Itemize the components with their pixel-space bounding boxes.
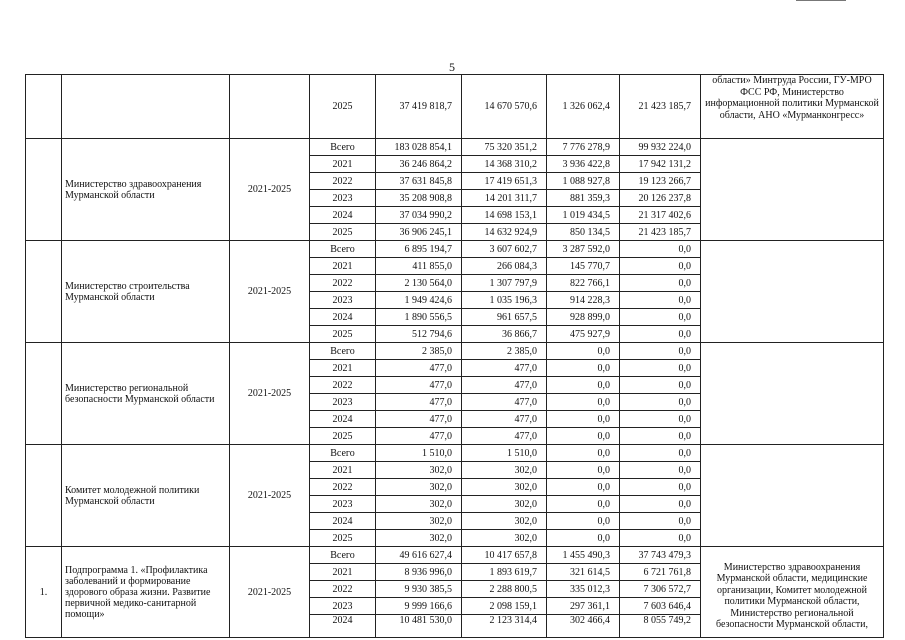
value-cell: 3 287 592,0	[547, 241, 620, 258]
table-row	[26, 547, 884, 564]
value-cell: 0,0	[547, 496, 620, 513]
executors-cell	[701, 139, 884, 241]
value-cell: 0,0	[620, 309, 701, 326]
value-cell: 0,0	[547, 428, 620, 445]
num-cell	[26, 343, 62, 445]
executors-cell	[701, 445, 884, 547]
value-cell: 0,0	[620, 428, 701, 445]
value-cell: 1 510,0	[462, 445, 547, 462]
year-cell: 2025	[310, 326, 376, 343]
value-cell: 512 794,6	[376, 326, 462, 343]
value-cell: 9 999 166,6	[376, 598, 462, 615]
value-cell: 477,0	[376, 411, 462, 428]
value-cell: 321 614,5	[547, 564, 620, 581]
value-cell: 14 632 924,9	[462, 224, 547, 241]
value-cell: 2 288 800,5	[462, 581, 547, 598]
value-cell: 0,0	[547, 343, 620, 360]
value-cell: 335 012,3	[547, 581, 620, 598]
value-cell: 1 893 619,7	[462, 564, 547, 581]
value-cell: 7 306 572,7	[620, 581, 701, 598]
value-cell: 9 930 385,5	[376, 581, 462, 598]
value-cell: 0,0	[547, 479, 620, 496]
value-cell: 302,0	[462, 513, 547, 530]
value-cell: 3 936 422,8	[547, 156, 620, 173]
value-cell: 6 721 761,8	[620, 564, 701, 581]
value-cell: 477,0	[462, 360, 547, 377]
name-cell: Министерство здравоохранения Мурманской области	[62, 139, 230, 241]
value-cell: 0,0	[547, 445, 620, 462]
value-cell: 21 317 402,6	[620, 207, 701, 224]
value-cell: 0,0	[547, 377, 620, 394]
year-cell: 2021	[310, 564, 376, 581]
value-cell: 183 028 854,1	[376, 139, 462, 156]
value-cell: 14 670 570,6	[462, 75, 547, 139]
value-cell: 17 942 131,2	[620, 156, 701, 173]
year-cell: 2023	[310, 598, 376, 615]
executors-cell	[701, 241, 884, 343]
value-cell: 302,0	[462, 462, 547, 479]
year-cell: 2021	[310, 258, 376, 275]
value-cell: 37 034 990,2	[376, 207, 462, 224]
year-cell: 2025	[310, 530, 376, 547]
value-cell: 2 385,0	[462, 343, 547, 360]
year-cell: 2023	[310, 190, 376, 207]
page-number: 5	[449, 60, 455, 74]
num-cell	[26, 445, 62, 547]
value-cell: 0,0	[547, 462, 620, 479]
period-cell: 2021-2025	[230, 139, 310, 241]
year-cell: Всего	[310, 343, 376, 360]
value-cell: 0,0	[620, 343, 701, 360]
value-cell: 1 019 434,5	[547, 207, 620, 224]
year-cell: 2021	[310, 360, 376, 377]
value-cell: 1 088 927,8	[547, 173, 620, 190]
value-cell: 0,0	[547, 513, 620, 530]
year-cell: Всего	[310, 547, 376, 564]
value-cell: 2 098 159,1	[462, 598, 547, 615]
year-cell: Всего	[310, 445, 376, 462]
num-cell	[26, 75, 62, 139]
period-cell: 2021-2025	[230, 547, 310, 638]
value-cell: 477,0	[376, 394, 462, 411]
header-rule	[796, 0, 846, 1]
value-cell: 1 035 196,3	[462, 292, 547, 309]
value-cell: 1 510,0	[376, 445, 462, 462]
year-cell: 2023	[310, 292, 376, 309]
name-cell: Министерство региональной безопасности Мурманской области	[62, 343, 230, 445]
value-cell: 0,0	[547, 530, 620, 547]
value-cell: 0,0	[620, 445, 701, 462]
value-cell: 36 246 864,2	[376, 156, 462, 173]
value-cell: 7 603 646,4	[620, 598, 701, 615]
value-cell: 297 361,1	[547, 598, 620, 615]
value-cell: 6 895 194,7	[376, 241, 462, 258]
value-cell: 0,0	[620, 377, 701, 394]
value-cell: 0,0	[620, 411, 701, 428]
value-cell: 1 307 797,9	[462, 275, 547, 292]
value-cell: 49 616 627,4	[376, 547, 462, 564]
value-cell: 302,0	[462, 479, 547, 496]
table-row	[26, 241, 884, 258]
value-cell: 19 123 266,7	[620, 173, 701, 190]
value-cell: 0,0	[547, 411, 620, 428]
value-cell: 477,0	[376, 360, 462, 377]
value-cell: 0,0	[620, 326, 701, 343]
executors-cell: области» Минтруда России, ГУ-МРО ФСС РФ, Министерство информационной политики Мурманской области, АНО «Мурманконгресс»	[701, 75, 884, 139]
year-cell: 2021	[310, 462, 376, 479]
value-cell: 37 631 845,8	[376, 173, 462, 190]
value-cell: 0,0	[620, 462, 701, 479]
value-cell: 2 130 564,0	[376, 275, 462, 292]
name-cell: Комитет молодежной политики Мурманской области	[62, 445, 230, 547]
value-cell: 1 949 424,6	[376, 292, 462, 309]
value-cell: 0,0	[620, 258, 701, 275]
value-cell: 302,0	[376, 513, 462, 530]
value-cell: 477,0	[376, 377, 462, 394]
value-cell: 0,0	[620, 394, 701, 411]
value-cell: 411 855,0	[376, 258, 462, 275]
value-cell: 475 927,9	[547, 326, 620, 343]
value-cell: 36 906 245,1	[376, 224, 462, 241]
value-cell: 21 423 185,7	[620, 224, 701, 241]
value-cell: 99 932 224,0	[620, 139, 701, 156]
value-cell: 0,0	[547, 360, 620, 377]
executors-cell: Министерство здравоохранения Мурманской области, медицинские организации, Комитет молодежной политики Мурманской области, Министерство региональной безопасности Мурманской области,	[701, 547, 884, 638]
value-cell: 2 123 314,4	[462, 615, 547, 638]
period-cell: 2021-2025	[230, 241, 310, 343]
value-cell: 0,0	[620, 530, 701, 547]
table-row	[26, 139, 884, 156]
value-cell: 928 899,0	[547, 309, 620, 326]
year-cell: 2024	[310, 207, 376, 224]
year-cell: 2022	[310, 377, 376, 394]
value-cell: 0,0	[620, 496, 701, 513]
year-cell: 2025	[310, 224, 376, 241]
value-cell: 1 890 556,5	[376, 309, 462, 326]
value-cell: 302,0	[462, 496, 547, 513]
year-cell: 2021	[310, 156, 376, 173]
value-cell: 0,0	[620, 360, 701, 377]
value-cell: 37 743 479,3	[620, 547, 701, 564]
value-cell: 302,0	[376, 479, 462, 496]
value-cell: 302 466,4	[547, 615, 620, 638]
table-row	[26, 343, 884, 360]
num-cell	[26, 241, 62, 343]
value-cell: 266 084,3	[462, 258, 547, 275]
value-cell: 477,0	[376, 428, 462, 445]
value-cell: 0,0	[620, 479, 701, 496]
value-cell: 14 698 153,1	[462, 207, 547, 224]
value-cell: 21 423 185,7	[620, 75, 701, 139]
value-cell: 0,0	[620, 292, 701, 309]
value-cell: 2 385,0	[376, 343, 462, 360]
value-cell: 881 359,3	[547, 190, 620, 207]
value-cell: 145 770,7	[547, 258, 620, 275]
num-cell: 1.	[26, 547, 62, 638]
year-cell: 2022	[310, 173, 376, 190]
period-cell: 2021-2025	[230, 343, 310, 445]
year-cell: Всего	[310, 139, 376, 156]
executors-cell	[701, 343, 884, 445]
table-row	[26, 75, 884, 139]
name-cell: Министерство строительства Мурманской области	[62, 241, 230, 343]
period-cell	[230, 75, 310, 139]
value-cell: 37 419 818,7	[376, 75, 462, 139]
financing-table	[25, 74, 884, 638]
name-cell	[62, 75, 230, 139]
value-cell: 8 055 749,2	[620, 615, 701, 638]
year-cell: 2024	[310, 309, 376, 326]
value-cell: 14 368 310,2	[462, 156, 547, 173]
value-cell: 961 657,5	[462, 309, 547, 326]
value-cell: 0,0	[547, 394, 620, 411]
value-cell: 914 228,3	[547, 292, 620, 309]
value-cell: 75 320 351,2	[462, 139, 547, 156]
table-row	[26, 445, 884, 462]
value-cell: 1 326 062,4	[547, 75, 620, 139]
value-cell: 8 936 996,0	[376, 564, 462, 581]
value-cell: 36 866,7	[462, 326, 547, 343]
year-cell: 2022	[310, 581, 376, 598]
value-cell: 477,0	[462, 377, 547, 394]
value-cell: 850 134,5	[547, 224, 620, 241]
value-cell: 302,0	[376, 530, 462, 547]
value-cell: 302,0	[376, 496, 462, 513]
value-cell: 7 776 278,9	[547, 139, 620, 156]
value-cell: 17 419 651,3	[462, 173, 547, 190]
year-cell: 2024	[310, 411, 376, 428]
value-cell: 14 201 311,7	[462, 190, 547, 207]
value-cell: 0,0	[620, 513, 701, 530]
year-cell: 2025	[310, 75, 376, 139]
value-cell: 10 481 530,0	[376, 615, 462, 638]
year-cell: Всего	[310, 241, 376, 258]
year-cell: 2024	[310, 513, 376, 530]
num-cell	[26, 139, 62, 241]
year-cell: 2022	[310, 275, 376, 292]
year-cell: 2025	[310, 428, 376, 445]
year-cell: 2024	[310, 615, 376, 638]
value-cell: 20 126 237,8	[620, 190, 701, 207]
value-cell: 3 607 602,7	[462, 241, 547, 258]
year-cell: 2023	[310, 496, 376, 513]
value-cell: 1 455 490,3	[547, 547, 620, 564]
period-cell: 2021-2025	[230, 445, 310, 547]
year-cell: 2023	[310, 394, 376, 411]
value-cell: 302,0	[376, 462, 462, 479]
value-cell: 0,0	[620, 275, 701, 292]
value-cell: 302,0	[462, 530, 547, 547]
value-cell: 0,0	[620, 241, 701, 258]
value-cell: 822 766,1	[547, 275, 620, 292]
name-cell: Подпрограмма 1. «Профилактика заболеваний и формирование здорового образа жизни. Развитие первичной медико-санитарной помощи»	[62, 547, 230, 638]
value-cell: 35 208 908,8	[376, 190, 462, 207]
value-cell: 477,0	[462, 411, 547, 428]
year-cell: 2022	[310, 479, 376, 496]
value-cell: 477,0	[462, 394, 547, 411]
value-cell: 10 417 657,8	[462, 547, 547, 564]
value-cell: 477,0	[462, 428, 547, 445]
